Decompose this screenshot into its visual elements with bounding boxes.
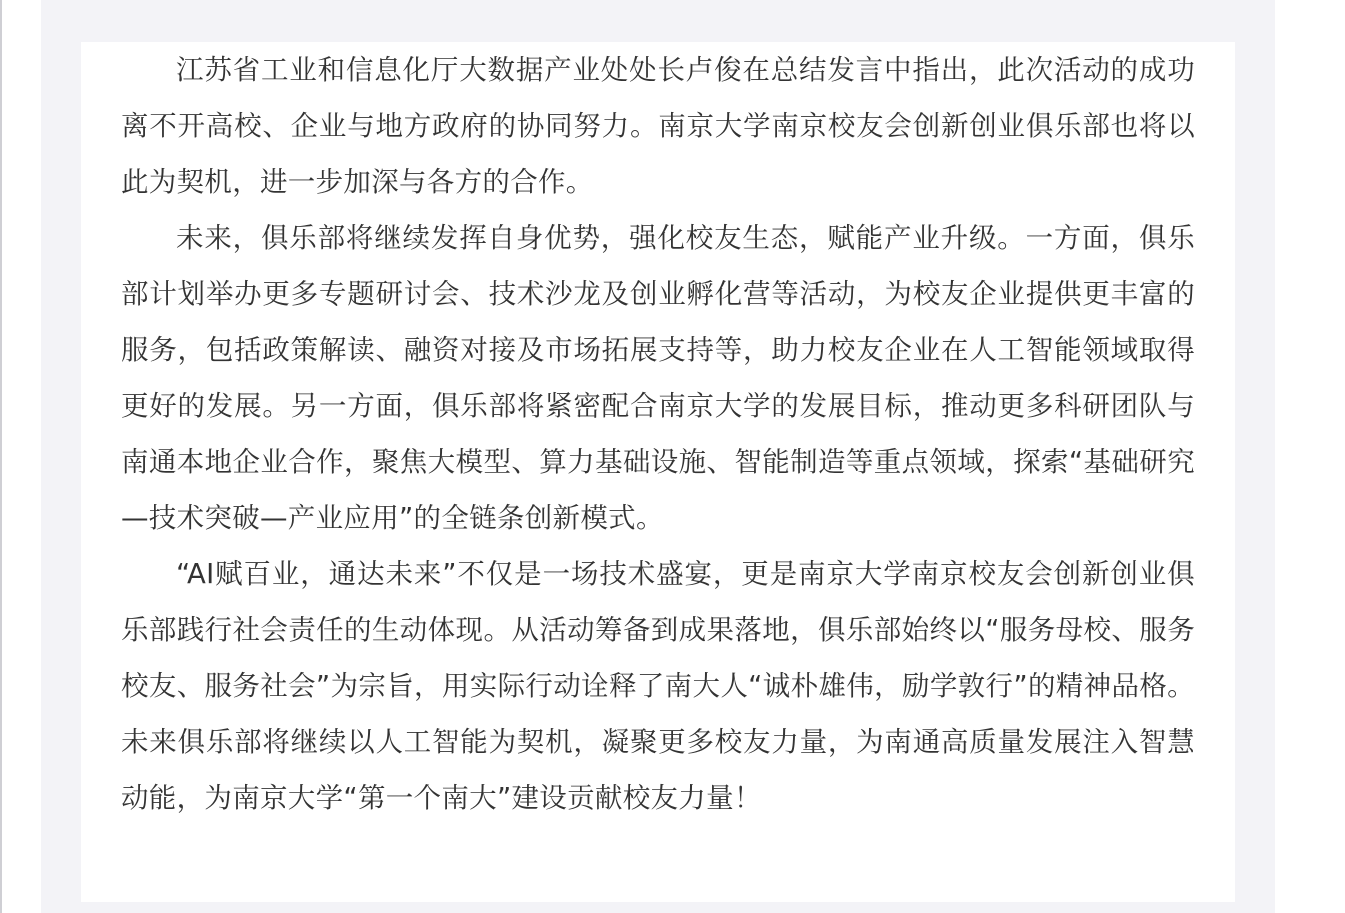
article-paragraph-1: 江苏省工业和信息化厅大数据产业处处长卢俊在总结发言中指出，此次活动的成功离不开高校、企业与地方政府的协同努力。南京大学南京校友会创新创业俱乐部也将以此为契机，进一步加深与各方的合作。 [121, 54, 1195, 198]
article-paragraph-3: “AI赋百业，通达未来”不仅是一场技术盛宴，更是南京大学南京校友会创新创业俱乐部践行社会责任的生动体现。从活动筹备到成果落地，俱乐部始终以“服务母校、服务校友、服务社会”为宗旨，用实际行动诠释了南大人“诚朴雄伟，励学敦行”的精神品格。未来俱乐部将继续以人工智能为契机，凝聚更多校友力量，为南通高质量发展注入智慧动能，为南京大学“第一个南大”建设贡献校友力量！ [121, 558, 1195, 814]
article-card [81, 42, 1235, 902]
window-left-border [0, 0, 2, 913]
article-paragraph-2: 未来，俱乐部将继续发挥自身优势，强化校友生态，赋能产业升级。一方面，俱乐部计划举办更多专题研讨会、技术沙龙及创业孵化营等活动，为校友企业提供更丰富的服务，包括政策解读、融资对接及市场拓展支持等，助力校友企业在人工智能领域取得更好的发展。另一方面，俱乐部将紧密配合南京大学的发展目标，推动更多科研团队与南通本地企业合作，聚焦大模型、算力基础设施、智能制造等重点领域，探索“基础研究—技术突破—产业应用”的全链条创新模式。 [121, 222, 1195, 534]
